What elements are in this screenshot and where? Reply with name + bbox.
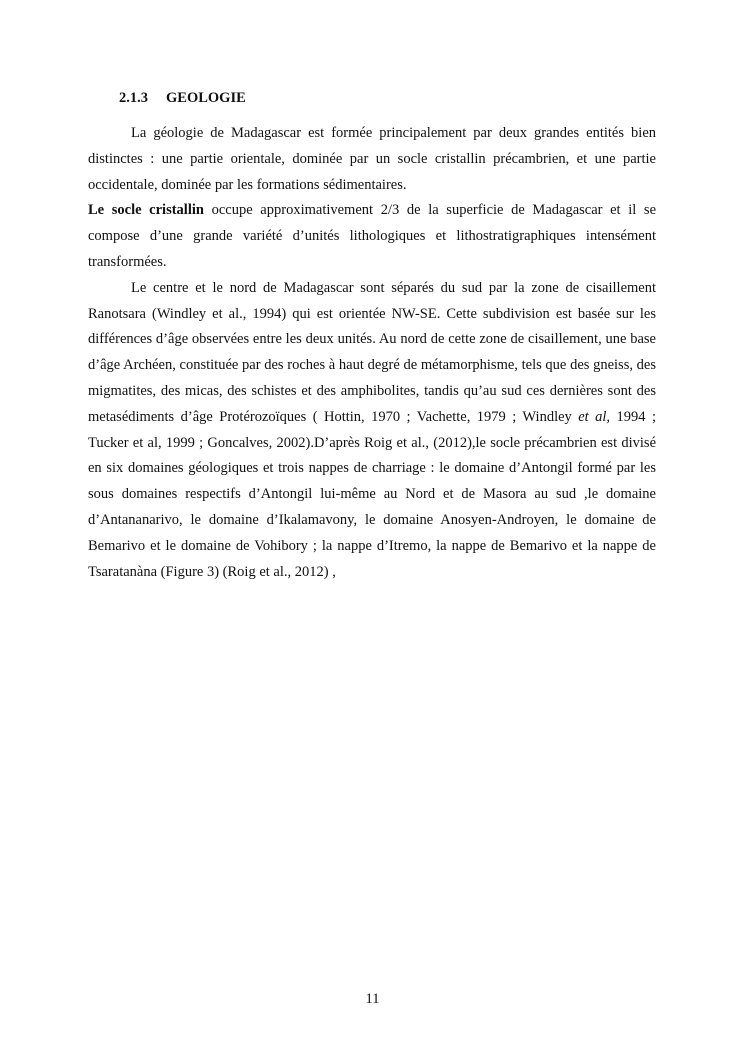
paragraph-intro: La géologie de Madagascar est formée principalement par deux grandes entités bien distinctes : une partie orientale, dominée par un socle cristallin précambrien, et une partie occidentale, dominée par les formations sédimentaires. bbox=[88, 125, 656, 193]
page-number: 11 bbox=[365, 991, 380, 1007]
section-heading bbox=[119, 88, 246, 108]
paragraph-domains-text-2: 1994 ; Tucker et al, 1999 ; Goncalves, 2002).D’après Roig et al., (2012),le socle précambrien est divisé en six domaines géologiques et trois nappes de charriage : le domaine d’Antongil formé par les sous domaines respectifs d’Antongil lui-même au Nord et de Masora au sud ,le domaine d’Antananarivo, le domaine d’Ikalamavony, le domaine Anosyen-Androyen, le domaine de Bemarivo et le domaine de Vohibory ; la nappe d’Itremo, la nappe de Bemarivo et la nappe de Tsaratanàna (Figure 3) (Roig et al., 2012) , bbox=[88, 408, 656, 580]
paragraph-socle bbox=[88, 198, 656, 275]
paragraph-socle-bold-term: Le socle cristallin bbox=[88, 202, 204, 219]
paragraph-domains-text-1: Le centre et le nord de Madagascar sont séparés du sud par la zone de cisaillement Ranotsara (Windley et al., 1994) qui est orientée NW-SE. Cette subdivision est basée sur les différences d’âge observées entre les deux unités. Au nord de cette zone de cisaillement, une base d’âge Archéen, constituée par des roches à haut degré de métamorphisme, tels que des gneiss, des migmatites, des micas, des schistes et des amphibolites, tandis qu’au sud ces dernières sont des metasédiments d’âge Protérozoïques ( Hottin, 1970 ; Vachette, 1979 ; Windley bbox=[88, 279, 656, 425]
paragraph-domains bbox=[88, 276, 656, 586]
section-title: GEOLOGIE bbox=[166, 90, 246, 106]
section-number: 2.1.3 bbox=[119, 90, 148, 106]
paragraph-socle-text: occupe approximativement 2/3 de la superficie de Madagascar et il se compose d’une grande variété d’unités lithologiques et lithostratigraphiques intensément transformées. bbox=[88, 202, 657, 270]
paragraph-domains-italic: et al, bbox=[578, 408, 611, 425]
body-text bbox=[88, 121, 656, 585]
